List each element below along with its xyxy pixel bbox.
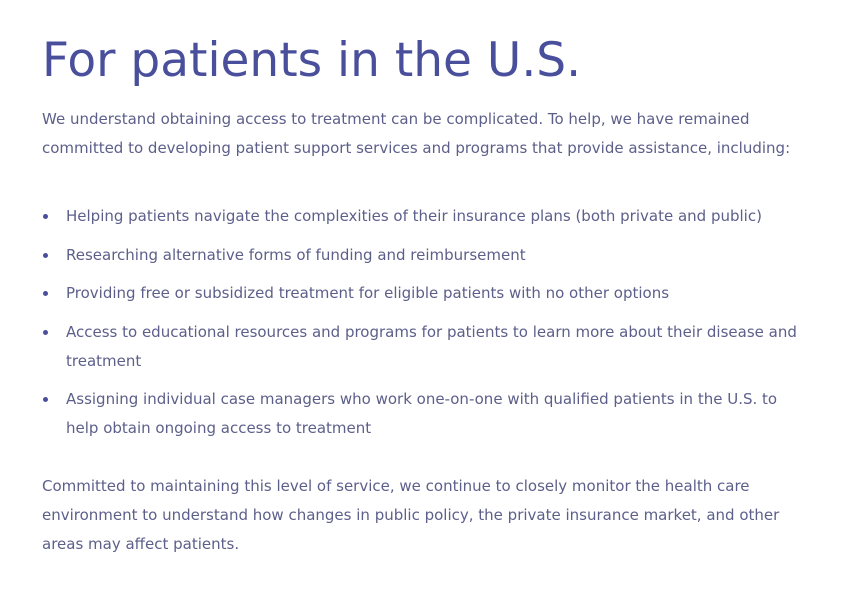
- bullet-icon: [43, 397, 48, 402]
- closing-paragraph: Committed to maintaining this level of service, we continue to closely monitor the health care environment to understand how changes in public policy, the private insurance market, and other areas may affect patients.: [42, 477, 780, 553]
- page-content: [42, 30, 812, 559]
- list-item: [42, 202, 812, 231]
- list-item: [42, 241, 812, 270]
- bullet-icon: [43, 330, 48, 335]
- list-item-text: Helping patients navigate the complexities of their insurance plans (both private and public): [66, 207, 762, 225]
- list-item: [42, 385, 812, 443]
- list-item: [42, 318, 812, 376]
- list-item-text: Researching alternative forms of funding and reimbursement: [66, 245, 526, 264]
- bullet-icon: [43, 291, 48, 296]
- intro-paragraph: We understand obtaining access to treatment can be complicated. To help, we have remained committed to developing patient support services and programs that provide assistance, including:: [42, 110, 791, 157]
- page-title: For patients in the U.S.: [42, 33, 582, 88]
- list-item-text: Assigning individual case managers who work one-on-one with qualified patients in the U.S. to help obtain ongoing access to treatment: [66, 390, 778, 437]
- bullet-icon: [43, 214, 48, 219]
- list-item: [42, 279, 812, 308]
- bullet-icon: [43, 253, 48, 258]
- list-item-text: Providing free or subsidized treatment for eligible patients with no other options: [66, 284, 670, 302]
- list-item-text: Access to educational resources and programs for patients to learn more about their disease and treatment: [66, 322, 797, 370]
- assistance-list: [42, 202, 812, 443]
